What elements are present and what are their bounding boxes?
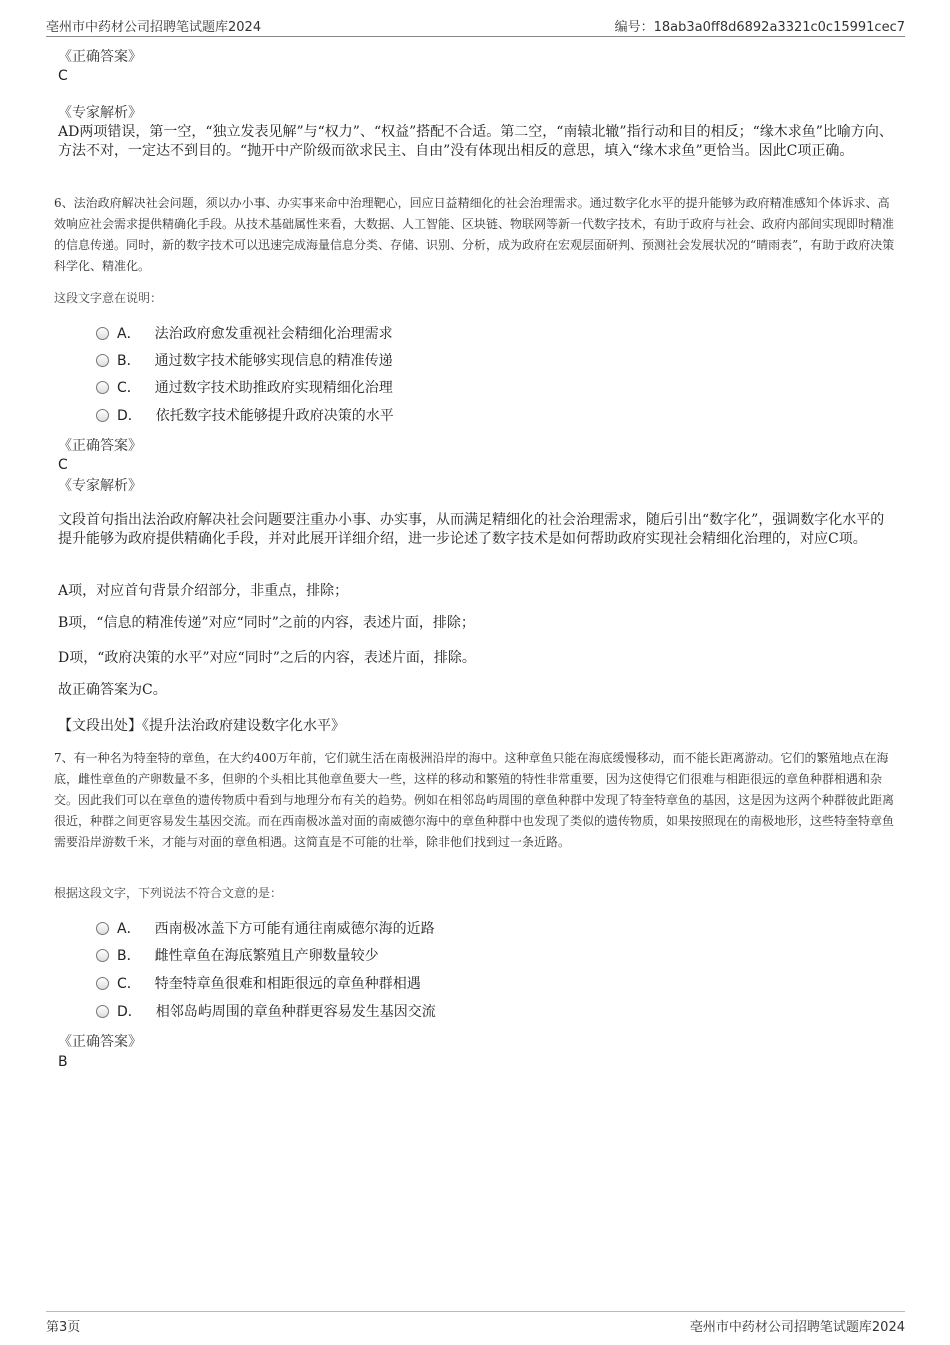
q6-analysis-b: B项，“信息的精准传递”对应“同时”之前的内容，表述片面，排除； <box>58 615 475 631</box>
q6-analysis-d: D项，“政府决策的水平”对应“同时”之后的内容，表述片面，排除。 <box>58 650 476 666</box>
option-letter: C． <box>117 380 141 396</box>
header-title: 亳州市中药材公司招聘笔试题库2024 <box>46 20 262 35</box>
option-text: 雌性章鱼在海底繁殖且产卵数量较少 <box>154 948 379 964</box>
option-letter: D． <box>117 1004 142 1020</box>
option-text: 通过数字技术助推政府实现精细化治理 <box>154 380 393 396</box>
page-header <box>46 16 905 37</box>
q6-analysis-a: A项，对应首句背景介绍部分，非重点，排除； <box>58 583 349 599</box>
q7-option-a[interactable] <box>96 919 435 939</box>
option-letter: A． <box>117 326 141 342</box>
q6-option-c[interactable] <box>96 378 393 398</box>
q7-prompt: 根据这段文字，下列说法不符合文意的是： <box>54 886 283 900</box>
radio-icon[interactable] <box>96 922 109 935</box>
q6-analysis: 文段首句指出法治政府解决社会问题要注重办小事、办实事，从而满足精细化的社会治理需求，随后引出“数字化”，强调数字化水平的提升能够为政府提供精确化手段，并对此展开详细介绍，进一步论述了数字技术是如何帮助政府实现社会精细化治理的，对应C项。 <box>58 512 885 547</box>
header-serial: 编号：18ab3a0ff8d6892a3321c0c15991cec7 <box>614 20 905 35</box>
prev-analysis-label: 《专家解析》 <box>58 105 142 121</box>
option-letter: D． <box>117 408 142 424</box>
option-text: 西南极冰盖下方可能有通往南威德尔海的近路 <box>154 921 435 937</box>
radio-icon[interactable] <box>96 381 109 394</box>
q7-text: 7、有一种名为特奎特的章鱼，在大约400万年前，它们就生活在南极洲沿岸的海中。这种章鱼只能在海底缓慢移动，而不能长距离游动。它们的繁殖地点在海底，雌性章鱼的产卵数量不多，但卵的个头相比其他章鱼要大一些，这样的移动和繁殖的特性非常重要，因为这使得它们很难与相距很远的章鱼种群相遇和杂交。因此我们可以在章鱼的遗传物质中看到与地理分布有关的趋势。例如在相邻岛屿周围的章鱼种群中发现了特奎特章鱼的基因，这是因为这两个种群彼此距离很近，种群之间更容易发生基因交流。而在西南极冰盖对面的南威德尔海中的章鱼种群中也发现了类似的遗传物质，如果按照现在的南极地形，这些特奎特章鱼需要沿岸游数千米，才能与对面的章鱼相遇。这简直是不可能的壮举，除非他们找到过一条近路。 <box>54 751 895 849</box>
q7-answer-label: 《正确答案》 <box>58 1034 142 1050</box>
q6-source: 【文段出处】《提升法治政府建设数字化水平》 <box>58 718 345 734</box>
radio-icon[interactable] <box>96 354 109 367</box>
q6-answer-label: 《正确答案》 <box>58 438 142 454</box>
option-text: 依托数字技术能够提升政府决策的水平 <box>155 408 394 424</box>
option-text: 相邻岛屿周围的章鱼种群更容易发生基因交流 <box>155 1004 436 1020</box>
q7-option-c[interactable] <box>96 974 421 994</box>
q7-option-b[interactable] <box>96 946 379 966</box>
radio-icon[interactable] <box>96 409 109 422</box>
page-footer <box>46 1311 905 1333</box>
option-text: 通过数字技术能够实现信息的精准传递 <box>154 353 393 369</box>
q6-conclusion: 故正确答案为C。 <box>58 682 167 698</box>
q7-answer: B <box>58 1054 68 1070</box>
option-letter: B． <box>117 948 141 964</box>
option-letter: C． <box>117 976 141 992</box>
radio-icon[interactable] <box>96 949 109 962</box>
q6-analysis-label: 《专家解析》 <box>58 478 142 494</box>
prev-answer: C <box>58 68 68 84</box>
radio-icon[interactable] <box>96 977 109 990</box>
option-letter: B． <box>117 353 141 369</box>
q6-option-a[interactable] <box>96 324 393 344</box>
prev-analysis: AD两项错误，第一空，“独立发表见解”与“权力”、“权益”搭配不合适。第二空，“南辕北辙”指行动和目的相反；“缘木求鱼”比喻方向、方法不对，一定达不到目的。“抛开中产阶级而欲求民主、自由”没有体现出相反的意思，填入“缘木求鱼”更恰当。因此C项正确。 <box>58 124 893 159</box>
option-text: 法治政府愈发重视社会精细化治理需求 <box>154 326 393 342</box>
q6-prompt: 这段文字意在说明： <box>54 291 163 305</box>
q7-option-d[interactable] <box>96 1002 436 1022</box>
prev-answer-label: 《正确答案》 <box>58 49 142 65</box>
radio-icon[interactable] <box>96 1005 109 1018</box>
option-text: 特奎特章鱼很难和相距很远的章鱼种群相遇 <box>154 976 421 992</box>
q6-text: 6、法治政府解决社会问题，须以办小事、办实事来命中治理靶心，回应日益精细化的社会治理需求。通过数字化水平的提升能够为政府精准感知个体诉求、高效响应社会需求提供精确化手段。从技术基础属性来看，大数据、人工智能、区块链、物联网等新一代数字技术，有助于政府与社会、政府内部间实现即时精准的信息传递。同时，新的数字技术可以迅速完成海量信息分类、存储、识别、分析，成为政府在宏观层面研判、预测社会发展状况的“晴雨表”，有助于政府决策科学化、精准化。 <box>54 196 895 273</box>
footer-title: 亳州市中药材公司招聘笔试题库2024 <box>689 1320 905 1335</box>
option-letter: A． <box>117 921 141 937</box>
q6-answer: C <box>58 457 68 473</box>
page-number: 第3页 <box>46 1320 81 1335</box>
q6-option-d[interactable] <box>96 406 394 426</box>
q6-option-b[interactable] <box>96 351 393 371</box>
radio-icon[interactable] <box>96 327 109 340</box>
